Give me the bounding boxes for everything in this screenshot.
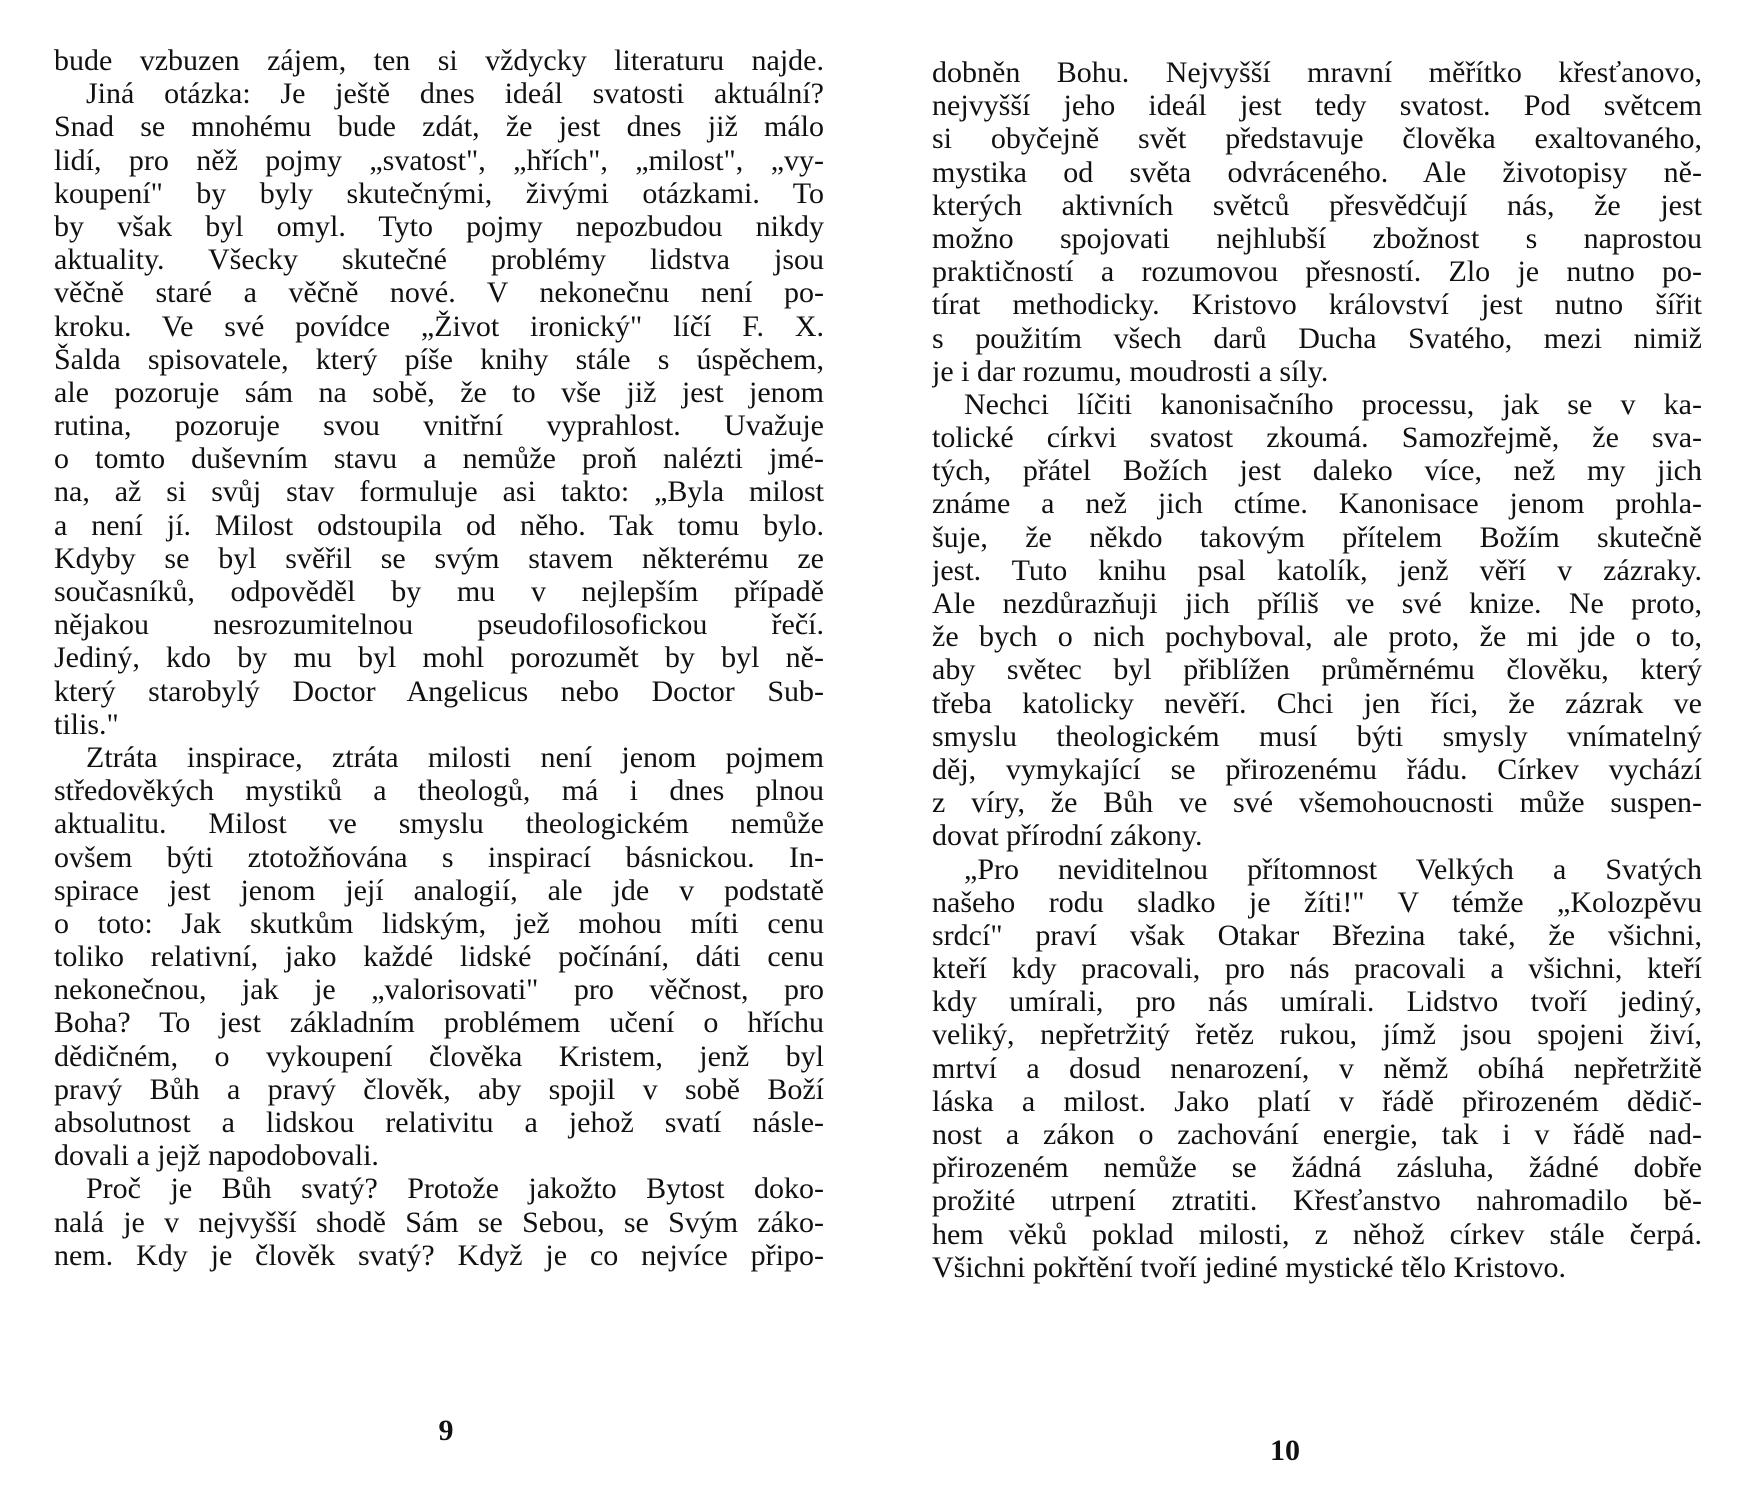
- text-line: bude vzbuzen zájem, ten si vždycky literaturu najde.: [54, 44, 824, 77]
- text-line: tolické církvi svatost zkoumá. Samozřejmě, že sva-: [932, 421, 1702, 455]
- text-line: tírat methodicky. Kristovo království jest nutno šířit: [932, 288, 1702, 322]
- text-line: kterých aktivních světců přesvědčují nás, že jest: [932, 188, 1702, 222]
- text-line: který starobylý Doctor Angelicus nebo Doctor Sub-: [54, 674, 824, 708]
- text-line: kdy umírali, pro nás umírali. Lidstvo tvoří jediný,: [932, 985, 1702, 1019]
- text-line: na, až si svůj stav formuluje asi takto: „Byla milost: [54, 475, 824, 509]
- text-line: prožité utrpení ztratiti. Křesťanstvo nahromadilo bě-: [932, 1184, 1702, 1218]
- text-line: lidí, pro něž pojmy „svatost", „hřích", „milost", „vy-: [54, 143, 824, 177]
- text-line: nejvyšší jeho ideál jest tedy svatost. Pod světcem: [932, 89, 1702, 123]
- text-line: nem. Kdy je člověk svatý? Když je co nejvíce připo-: [54, 1238, 824, 1272]
- text-line: dovali a jejž napodobovali.: [54, 1139, 379, 1173]
- text-line: šuje, že někdo takovým přítelem Božím skutečně: [932, 520, 1702, 554]
- text-line: veliký, nepřetržitý řetěz rukou, jímž jsou spojeni živí,: [932, 1018, 1702, 1052]
- text-line: dědičném, o vykoupení člověka Kristem, jenž byl: [54, 1039, 824, 1073]
- text-line: Nechci líčiti kanonisačního processu, jak se v ka-: [964, 387, 1702, 421]
- text-line: kroku. Ve své povídce „Život ironický" líčí F. X.: [54, 309, 824, 343]
- text-line: Všichni pokřtění tvoří jediné mystické tělo Kristovo.: [932, 1250, 1567, 1284]
- text-line: ale pozoruje sám na sobě, že to vše již jest jenom: [54, 375, 824, 409]
- text-line: že bych o nich pochyboval, ale proto, že mi jde o to,: [932, 620, 1702, 654]
- text-line: rutina, pozoruje svou vnitřní vyprahlost. Uvažuje: [54, 409, 824, 443]
- text-line: ovšem býti ztotožňována s inspirací básnickou. In-: [54, 840, 824, 874]
- text-line: smyslu theologickém musí býti smysly vnímatelný: [932, 719, 1702, 753]
- text-line: aktualitu. Milost ve smyslu theologickém nemůže: [54, 807, 824, 841]
- text-line: láska a milost. Jako platí v řádě přirozeném dědič-: [932, 1084, 1702, 1118]
- text-line: aby světec byl přiblížen průměrnému člověku, který: [932, 653, 1702, 687]
- text-line: o toto: Jak skutkům lidským, jež mohou míti cenu: [54, 906, 824, 940]
- text-line: nost a zákon o zachování energie, tak i v řádě nad-: [932, 1118, 1702, 1151]
- text-line: nějakou nesrozumitelnou pseudofilosofickou řečí.: [54, 608, 824, 642]
- text-line: srdcí" praví však Otakar Březina také, že všichni,: [932, 918, 1702, 952]
- text-line: dovat přírodní zákony.: [932, 819, 1203, 853]
- text-line: přirozeném nemůže se žádná zásluha, žádné dobře: [932, 1151, 1702, 1185]
- text-line: o tomto duševním stavu a nemůže proň nalézti jmé-: [54, 442, 824, 476]
- text-line: Snad se mnohému bude zdát, že jest dnes již málo: [54, 110, 824, 144]
- text-line: toliko relativní, jako každé lidské počínání, dáti cenu: [54, 940, 824, 974]
- text-line: Šalda spisovatele, který píše knihy stále s úspěchem,: [54, 342, 824, 376]
- left-page-text: [54, 44, 824, 1272]
- text-line: Ztráta inspirace, ztráta milosti není jenom pojmem: [86, 740, 824, 774]
- right-page: [932, 0, 1702, 1500]
- text-line: pravý Bůh a pravý člověk, aby spojil v sobě Boží: [54, 1072, 824, 1106]
- text-line: nalá je v nejvyšší shodě Sám se Sebou, se Svým záko-: [54, 1205, 824, 1239]
- text-line: z víry, že Bůh ve své všemohoucnosti může suspen-: [932, 786, 1702, 820]
- text-line: kteří kdy pracovali, pro nás pracovali a všichni, kteří: [932, 952, 1702, 986]
- right-page-text: [932, 56, 1702, 1284]
- text-line: známe a než jich ctíme. Kanonisace jenom prohla-: [932, 487, 1702, 521]
- text-line: Kdyby se byl svěřil se svým stavem některému ze: [54, 541, 824, 575]
- text-line: praktičností a rozumovou přesností. Zlo je nutno po-: [932, 255, 1702, 289]
- text-line: dobněn Bohu. Nejvyšší mravní měřítko křesťanovo,: [932, 56, 1702, 89]
- text-line: hem věků poklad milosti, z něhož církev stále čerpá.: [932, 1217, 1702, 1251]
- text-line: Proč je Bůh svatý? Protože jakožto Bytost doko-: [86, 1172, 824, 1206]
- text-line: a není jí. Milost odstoupila od něho. Tak tomu bylo.: [54, 508, 824, 542]
- text-line: spirace jest jenom její analogií, ale jde v podstatě: [54, 873, 824, 907]
- text-line: Jiná otázka: Je ještě dnes ideál svatosti aktuální?: [86, 77, 824, 111]
- text-line: Jediný, kdo by mu byl mohl porozumět by byl ně-: [54, 641, 824, 675]
- text-line: mrtví a dosud nenarození, v němž obíhá nepřetržitě: [932, 1051, 1702, 1085]
- text-line: Ale nezdůrazňuji jich příliš ve své knize. Ne proto,: [932, 587, 1702, 620]
- text-line: Boha? To jest základním problémem učení o hříchu: [54, 1006, 824, 1040]
- text-line: je i dar rozumu, moudrosti a síly.: [932, 354, 1329, 388]
- text-line: tých, přátel Božích jest daleko více, než my jich: [932, 454, 1702, 488]
- text-line: absolutnost a lidskou relativitu a jehož svatí násle-: [54, 1106, 824, 1139]
- page-number: 9: [438, 1414, 454, 1447]
- text-line: mystika od světa odvráceného. Ale životopisy ně-: [932, 155, 1702, 189]
- text-line: si obyčejně svět představuje člověka exaltovaného,: [932, 122, 1702, 156]
- text-line: děj, vymykající se přirozenému řádu. Církev vychází: [932, 752, 1702, 786]
- text-line: nekonečnou, jak je „valorisovati" pro věčnost, pro: [54, 973, 824, 1007]
- text-line: by však byl omyl. Tyto pojmy nepozbudou nikdy: [54, 209, 824, 243]
- text-line: třeba katolicky nevěří. Chci jen říci, že zázrak ve: [932, 686, 1702, 720]
- text-line: věčně staré a věčně nové. V nekonečnu není po-: [54, 276, 824, 310]
- text-line: „Pro neviditelnou přítomnost Velkých a Svatých: [964, 852, 1702, 886]
- text-line: koupení" by byly skutečnými, živými otázkami. To: [54, 176, 824, 210]
- text-line: našeho rodu sladko je žíti!" V témže „Kolozpěvu: [932, 885, 1702, 919]
- text-line: aktuality. Všecky skutečné problémy lidstva jsou: [54, 243, 824, 277]
- text-line: jest. Tuto knihu psal katolík, jenž věří v zázraky.: [932, 553, 1702, 587]
- text-line: možno spojovati nejhlubší zbožnost s naprostou: [932, 221, 1702, 255]
- text-line: středověkých mystiků a theologů, má i dnes plnou: [54, 774, 824, 808]
- page-number: 10: [1270, 1434, 1300, 1467]
- left-page: [54, 0, 824, 1500]
- text-line: současníků, odpověděl by mu v nejlepším případě: [54, 575, 824, 608]
- text-line: tilis.": [54, 707, 119, 741]
- text-line: s použitím všech darů Ducha Svatého, mezi nimiž: [932, 321, 1702, 355]
